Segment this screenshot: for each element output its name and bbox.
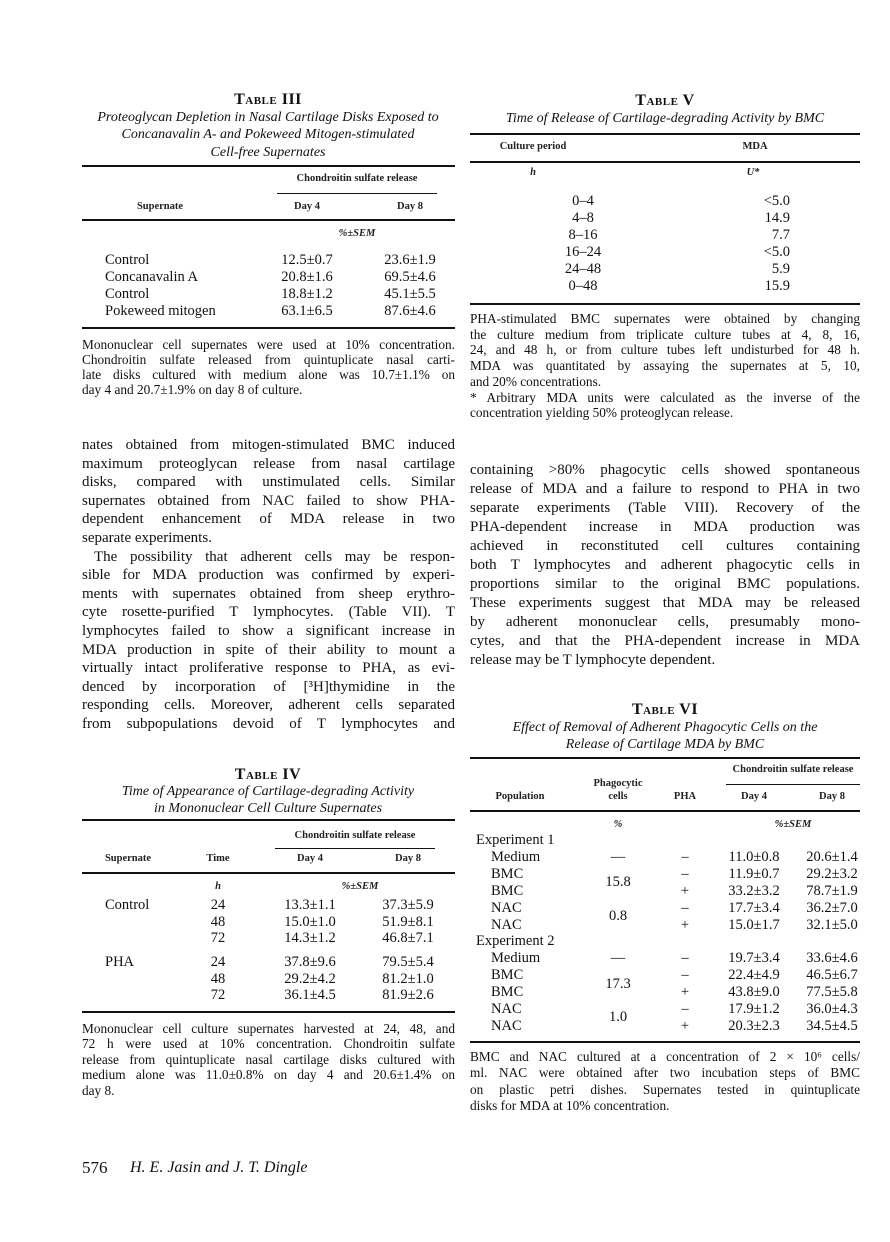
table-footnote: Mononuclear cell supernates were used at 10% concentration. [82,337,455,352]
pha-indicator: – [681,899,689,916]
table-cell: 16–24 [564,244,602,260]
table-caption: in Mononuclear Cell Culture Supernates [153,801,383,816]
column-header: Day 8 [395,853,421,864]
table-cell: 72 [210,930,226,946]
table-cell: 29.2±4.2 [284,970,336,987]
row-group-label: PHA [105,954,135,970]
table-rule [726,784,860,785]
column-header: Supernate [136,201,184,212]
phagocytic-percent: 15.8 [605,874,631,891]
table-caption: Cell-free Supernates [210,144,326,160]
table-cell: 33.6±4.6 [806,950,858,967]
body-text-line: containing >80% phagocytic cells showed spontaneous [470,462,860,478]
body-text-line: virtually intact proliferative response to PHA, as evi- [82,660,455,677]
column-header: cells [608,791,628,802]
row-label: NAC [491,1001,522,1017]
running-footer-authors: H. E. Jasin and J. T. Dingle [130,1159,308,1176]
pha-indicator: – [681,967,689,984]
body-text-line: lymphocytes failed to show a significant increase in [82,623,455,639]
table-cell: 87.6±4.6 [384,303,436,319]
row-label: BMC [491,984,524,1001]
table-footnote: on plastic petri dishes. Supernates tested in quintuplicate [470,1081,860,1097]
table-cell: 11.0±0.8 [728,848,780,865]
column-group-header: Chondroitin sulfate release [294,830,416,841]
table-cell: 34.5±4.5 [806,1017,858,1034]
table-cell: 24 [210,897,226,913]
phagocytic-percent: 17.3 [605,975,631,992]
unit-label: U* [746,167,760,178]
column-header: Time [206,853,230,864]
experiment-label: Experiment 2 [476,933,555,950]
body-text-line: release may be T lymphocyte dependent. [470,652,716,668]
table-footnote: and 20% concentrations. [470,373,602,389]
body-text-line: release of MDA and a failure to respond to PHA in two [470,481,860,497]
table-cell: 43.8±9.0 [728,984,780,1001]
unit-label: h [215,881,221,892]
body-text-line: from subpopulations devoid of T lymphocytes and [82,716,455,732]
body-text-line: achieved in reconstituted cell cultures containing [470,538,860,554]
table-cell: 24 [210,954,226,970]
table-rule [470,810,860,812]
phagocytic-percent: — [610,950,626,967]
table-rule [470,757,860,759]
row-label: Control [105,286,150,302]
table-rule [82,872,455,874]
body-text-line: disks, compared with unstimulated cells. Similar [82,474,455,491]
table-footnote: release from quintuplicate nasal cartilage disks cultured with [82,1051,455,1067]
table-cell: 48 [210,970,226,987]
table-label: Table IV [234,766,302,783]
table-cell: 37.8±9.6 [284,954,336,970]
body-text-line: cytes, and that the PHA-dependent increase in MDA [470,633,860,649]
table-footnote: concentration yielding 50% proteoglycan release. [470,405,734,421]
table-cell: 13.3±1.1 [284,897,336,913]
table-cell: 11.9±0.7 [728,865,780,882]
column-header: Day 4 [294,201,320,212]
body-text-line: separate experiments (Table VIII). Recovery of the [470,500,860,516]
table-cell: 78.7±1.9 [806,882,858,899]
row-label: Medium [491,950,541,967]
table-footnote: 24, and 48 h, or from culture tubes left undisturbed for 48 h. [470,342,860,358]
table-label: Table V [635,92,695,109]
table-cell: 46.8±7.1 [382,930,434,946]
column-header: Day 8 [819,791,845,802]
unit-label: %±SEM [774,819,812,830]
table-rule [470,1041,860,1043]
table-cell: 81.9±2.6 [382,987,434,1003]
table-cell: 7.7 [771,227,790,243]
table-rule [277,193,437,194]
table-cell: 45.1±5.5 [384,286,436,302]
table-cell: 29.2±3.2 [806,865,858,882]
body-text-line: sible for MDA production was confirmed by experi- [82,567,455,584]
table-cell: 4–8 [572,210,594,226]
table-label: Table III [234,91,302,108]
table-cell: <5.0 [763,193,790,209]
body-text-line: denced by incorporation of [³H]thymidine in the [82,678,455,695]
body-text-line: nates obtained from mitogen-stimulated BMC induced [82,437,455,453]
row-group-label: Control [105,897,150,913]
body-text-line: MDA production in spite of their ability to mount a [82,641,455,658]
table-footnote: day 4 and 20.7±1.9% on day 8 of culture. [82,382,303,397]
table-rule [275,848,435,849]
table-cell: 36.1±4.5 [284,987,336,1003]
table-rule [82,327,455,329]
column-header: Supernate [104,853,152,864]
table-footnote: MDA was quantitated by assaying the supernates at 5, 10, [470,358,860,374]
column-header: PHA [673,791,697,802]
pha-indicator: + [680,916,690,933]
column-group-header: Chondroitin sulfate release [296,173,418,184]
body-text-line: responding cells. Moreover, adherent cells separated [82,697,455,714]
table-label: Table VI [631,701,699,718]
table-cell: 24–48 [564,261,602,277]
table-cell: 46.5±6.7 [806,967,858,984]
pha-indicator: – [681,950,689,967]
table-cell: 20.3±2.3 [728,1017,780,1034]
pha-indicator: – [681,848,689,865]
body-text-line: cyte rosette-purified T lymphocytes. (Table VII). T [82,604,455,621]
table-cell: 23.6±1.9 [384,252,436,268]
row-label: Control [105,252,150,268]
table-cell: 0–4 [572,193,594,209]
row-label: Concanavalin A [105,269,199,285]
body-text-line: These experiments suggest that MDA may be released [470,595,860,611]
table-footnote: PHA-stimulated BMC supernates were obtained by changing [470,311,860,326]
table-cell: 15.9 [764,278,790,294]
row-label: Medium [491,848,541,865]
table-footnote: day 8. [82,1082,115,1098]
column-header: Culture period [499,141,567,152]
table-rule [82,219,455,221]
table-cell: 36.2±7.0 [806,899,858,916]
table-cell: 5.9 [771,261,790,277]
table-cell: 15.0±1.7 [728,916,780,933]
table-caption: Proteoglycan Depletion in Nasal Cartilage Disks Exposed to [97,109,439,125]
phagocytic-percent: — [610,848,626,865]
table-cell: 14.9 [764,210,790,226]
body-text-line: by adherent mononuclear cells, presumably mono- [470,614,860,630]
table-cell: 14.3±1.2 [284,930,336,946]
row-label: BMC [491,882,524,899]
pha-indicator: + [680,1017,690,1034]
column-header: Phagocytic [593,778,643,789]
column-group-header: Chondroitin sulfate release [732,764,854,775]
table-caption: Effect of Removal of Adherent Phagocytic Cells on the [512,719,818,735]
row-label: NAC [491,899,522,916]
body-text-line: maximum proteoglycan release from nasal cartilage [82,455,455,472]
table-rule [82,819,455,821]
table-footnote: BMC and NAC cultured at a concentration of 2 × 10⁶ cells/ [470,1049,860,1064]
table-footnote: late disks cultured with medium alone was 10.7±1.1% on [82,367,455,382]
table-rule [470,133,860,135]
table-rule [470,161,860,163]
table-cell: 63.1±6.5 [281,303,333,319]
table-cell: 32.1±5.0 [806,916,858,933]
row-label: Pokeweed mitogen [105,303,216,319]
body-text-line: ments with supernates obtained from sheep erythro- [82,585,455,602]
column-header: Day 4 [741,791,767,802]
table-cell: 36.0±4.3 [806,1001,858,1017]
pha-indicator: + [680,882,690,899]
table-cell: 0–48 [568,278,598,294]
table-cell: 48 [210,913,226,930]
table-cell: 15.0±1.0 [284,913,336,930]
table-caption: Concanavalin A- and Pokeweed Mitogen-stimulated [121,127,415,142]
pha-indicator: – [681,1001,689,1017]
body-text-line: supernates obtained from NAC failed to show PHA- [82,492,455,509]
table-cell: 20.8±1.6 [281,269,333,285]
unit-label: %±SEM [338,228,376,239]
table-cell: 20.6±1.4 [806,848,858,865]
unit-label: h [530,167,536,178]
table-cell: 22.4±4.9 [728,967,780,984]
table-cell: 19.7±3.4 [728,950,780,967]
unit-label: %±SEM [341,881,379,892]
table-cell: 12.5±0.7 [281,252,333,268]
table-footnote: Chondroitin sulfate released from quintuplicate nasal carti- [82,352,455,367]
table-cell: 17.7±3.4 [728,899,780,916]
table-cell: 17.9±1.2 [728,1001,780,1017]
table-cell: 69.5±4.6 [384,269,436,285]
row-label: NAC [491,1017,522,1034]
table-footnote: ml. NAC were obtained after two incubation steps of BMC [470,1065,860,1081]
page-number: 576 [82,1158,108,1177]
row-label: BMC [491,967,524,984]
body-text-line: both T lymphocytes and adherent phagocytic cells in [470,557,860,573]
table-footnote: medium alone was 11.0±0.8% on day 4 and 20.6±1.4% on [82,1067,455,1083]
table-footnote: Mononuclear cell culture supernates harvested at 24, 48, and [82,1021,455,1036]
body-text-line: The possibility that adherent cells may be respon- [94,548,455,565]
column-header: Day 4 [297,853,323,864]
body-text-line: dependent enhancement of MDA release in two [82,511,455,528]
table-cell: 8–16 [568,227,598,243]
row-label: NAC [491,916,522,933]
table-cell: 33.2±3.2 [728,882,780,899]
table-cell: <5.0 [763,244,790,260]
column-header: MDA [742,141,768,152]
table-rule [82,165,455,167]
column-header: Day 8 [397,201,423,212]
table-footnote: the culture medium from triplicate culture tubes at 4, 8, 16, [470,326,860,342]
experiment-label: Experiment 1 [476,832,555,848]
table-cell: 37.3±5.9 [382,897,434,913]
unit-label: % [613,819,623,830]
phagocytic-percent: 1.0 [608,1009,628,1026]
body-text-line: proportions similar to the original BMC populations. [470,576,860,592]
table-footnote: disks for MDA at 10% concentration. [470,1097,670,1113]
pha-indicator: – [681,865,689,882]
table-caption: Time of Release of Cartilage-degrading Activity by BMC [505,111,825,126]
table-cell: 79.5±5.4 [382,954,434,970]
table-rule [82,1011,455,1013]
table-cell: 18.8±1.2 [281,286,333,302]
table-rule [470,303,860,305]
table-footnote: 72 h were used at 10% concentration. Chondroitin sulfate [82,1036,455,1052]
table-caption: Release of Cartilage MDA by BMC [565,737,765,752]
table-cell: 72 [210,987,226,1003]
table-footnote: * Arbitrary MDA units were calculated as the inverse of the [470,389,860,405]
body-text-line: separate experiments. [82,530,212,546]
pha-indicator: + [680,984,690,1001]
column-header: Population [495,791,545,802]
body-text-line: PHA-dependent increase in MDA production was [470,519,860,535]
table-cell: 51.9±8.1 [382,913,434,930]
table-cell: 81.2±1.0 [382,970,434,987]
table-cell: 77.5±5.8 [806,984,858,1001]
phagocytic-percent: 0.8 [608,908,628,925]
table-caption: Time of Appearance of Cartilage-degrading Activity [121,784,415,799]
row-label: BMC [491,865,524,882]
